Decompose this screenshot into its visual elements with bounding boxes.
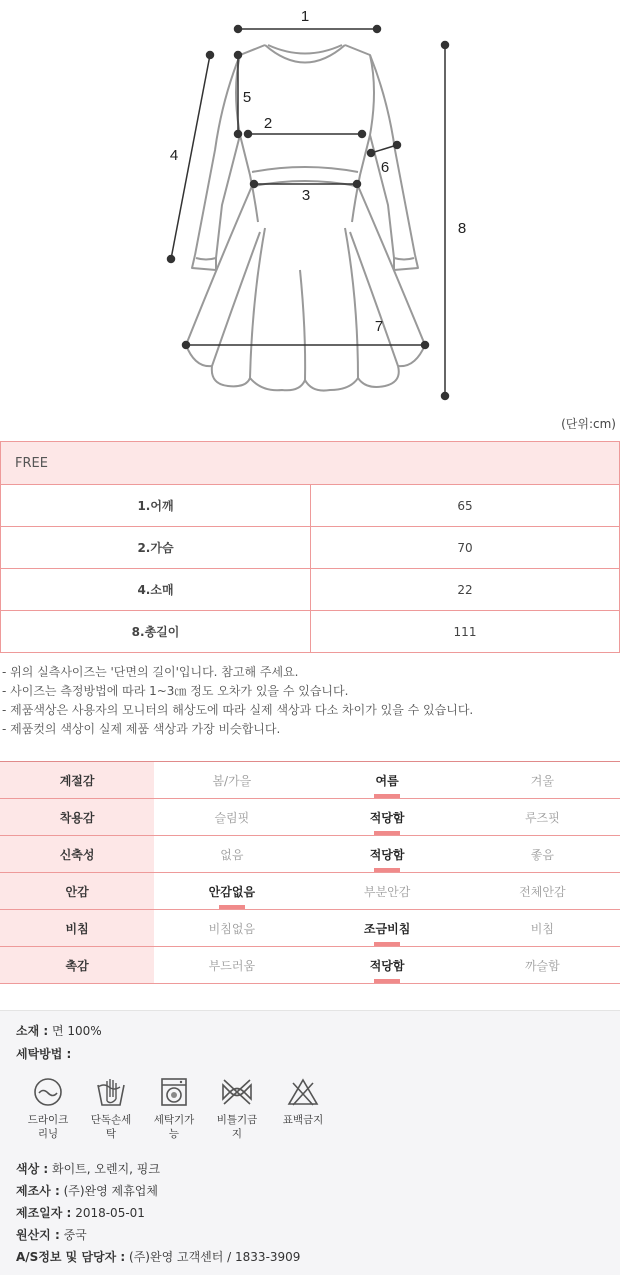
attribute-option: 적당함 <box>309 947 464 984</box>
attribute-option: 까슬함 <box>465 947 620 984</box>
diagram-label-2: 2 <box>263 115 273 132</box>
note-line: - 제품색상은 사용자의 모니터의 해상도에 따라 실제 색상과 다소 차이가 있을 수 있습니다. <box>2 703 474 717</box>
attribute-option: 봄/가을 <box>154 762 309 799</box>
attribute-name: 촉감 <box>0 947 154 984</box>
size-table <box>0 441 620 653</box>
size-row-label: 8.총길이 <box>1 611 311 653</box>
size-row <box>1 569 620 611</box>
size-row-label: 1.어깨 <box>1 485 311 527</box>
dress-outline <box>186 45 425 391</box>
attribute-row <box>0 947 620 984</box>
size-table-header-row <box>1 442 620 485</box>
care-label-line1: 비틀기금 <box>216 1114 258 1126</box>
date-label: 제조일자 : <box>16 1206 72 1220</box>
attribute-row <box>0 762 620 799</box>
attribute-row <box>0 836 620 873</box>
diagram-label-4: 4 <box>169 147 179 164</box>
washing-machine-icon <box>158 1077 190 1107</box>
care-item-no-bleach <box>275 1077 331 1127</box>
note-line: - 사이즈는 측정방법에 따라 1~3㎝ 정도 오차가 있을 수 있습니다. <box>2 684 349 698</box>
attribute-name: 비침 <box>0 910 154 947</box>
diagram-label-1: 1 <box>300 8 310 25</box>
care-item-hand-wash <box>83 1077 139 1141</box>
size-row-label: 4.소매 <box>1 569 311 611</box>
attribute-option: 루즈핏 <box>465 799 620 836</box>
unit-label: (단위:cm) <box>561 417 616 431</box>
attribute-option: 여름 <box>309 762 464 799</box>
no-wring-icon <box>220 1077 254 1107</box>
color-line <box>16 1160 160 1177</box>
maker-line <box>16 1182 158 1199</box>
material-line <box>16 1022 102 1039</box>
date-value: 2018-05-01 <box>75 1206 145 1220</box>
care-label-line1: 단독손세 <box>90 1114 132 1126</box>
size-row <box>1 611 620 653</box>
color-value: 화이트, 오렌지, 핑크 <box>52 1162 160 1176</box>
size-header: FREE <box>1 442 620 485</box>
material-value: 면 100% <box>52 1024 102 1038</box>
care-item-dry-clean <box>20 1077 76 1141</box>
attribute-name: 착용감 <box>0 799 154 836</box>
care-label-line2: 탁 <box>105 1128 117 1140</box>
size-notes <box>2 663 473 739</box>
no-bleach-icon <box>287 1077 319 1107</box>
attribute-option: 적당함 <box>309 836 464 873</box>
size-row-value: 111 <box>311 611 620 653</box>
product-info-box <box>0 1010 620 1275</box>
attribute-option: 조금비침 <box>309 910 464 947</box>
as-label: A/S정보 및 담당자 : <box>16 1250 126 1264</box>
size-row-value: 65 <box>311 485 620 527</box>
attribute-option: 비침없음 <box>154 910 309 947</box>
care-label-line2: 능 <box>168 1128 180 1140</box>
attribute-option: 좋음 <box>465 836 620 873</box>
as-line <box>16 1248 300 1265</box>
attribute-row <box>0 910 620 947</box>
attribute-option: 없음 <box>154 836 309 873</box>
material-label: 소재 : <box>16 1024 49 1038</box>
size-row-value: 70 <box>311 527 620 569</box>
diagram-label-5: 5 <box>242 89 252 106</box>
measurement-labels <box>170 8 466 335</box>
dress-measurement-diagram <box>0 0 620 410</box>
maker-label: 제조사 : <box>16 1184 60 1198</box>
attribute-row <box>0 873 620 910</box>
size-row-label: 2.가슴 <box>1 527 311 569</box>
attribute-name: 신축성 <box>0 836 154 873</box>
attribute-option: 안감없음 <box>154 873 309 910</box>
diagram-label-7: 7 <box>374 318 384 335</box>
color-label: 색상 : <box>16 1162 49 1176</box>
size-row <box>1 527 620 569</box>
care-label-line1: 표백금지 <box>282 1114 324 1126</box>
care-label-line1: 드라이크 <box>27 1114 69 1126</box>
care-label-line2: 리닝 <box>37 1128 59 1140</box>
note-line: - 제품컷의 색상이 실제 제품 색상과 가장 비슷합니다. <box>2 722 281 736</box>
dry-clean-icon <box>32 1077 64 1107</box>
wash-line <box>16 1045 71 1062</box>
as-value: (주)완영 고객센터 / 1833-3909 <box>129 1250 301 1264</box>
diagram-label-6: 6 <box>380 159 390 176</box>
hand-wash-icon <box>95 1077 127 1107</box>
attribute-row <box>0 799 620 836</box>
care-label-line1: 세탁기가 <box>153 1114 195 1126</box>
attribute-name: 안감 <box>0 873 154 910</box>
wash-label: 세탁방법 : <box>16 1047 72 1061</box>
attribute-option: 전체안감 <box>465 873 620 910</box>
size-row <box>1 485 620 527</box>
care-label-line2: 지 <box>231 1128 243 1140</box>
origin-label: 원산지 : <box>16 1228 60 1242</box>
attribute-option: 비침 <box>465 910 620 947</box>
attribute-option: 부분안감 <box>309 873 464 910</box>
attribute-name: 계절감 <box>0 762 154 799</box>
attribute-option: 적당함 <box>309 799 464 836</box>
diagram-label-8: 8 <box>457 220 467 237</box>
care-item-no-wring <box>209 1077 265 1141</box>
attribute-option: 겨울 <box>465 762 620 799</box>
diagram-label-3: 3 <box>301 187 311 204</box>
origin-line <box>16 1226 87 1243</box>
origin-value: 중국 <box>63 1228 87 1242</box>
care-item-washing-machine <box>146 1077 202 1141</box>
attribute-option: 슬림핏 <box>154 799 309 836</box>
note-line: - 위의 실측사이즈는 '단면의 길이'입니다. 참고해 주세요. <box>2 665 299 679</box>
date-line <box>16 1204 145 1221</box>
attribute-option: 부드러움 <box>154 947 309 984</box>
maker-value: (주)완영 제휴업체 <box>63 1184 158 1198</box>
attribute-table <box>0 761 620 984</box>
size-row-value: 22 <box>311 569 620 611</box>
